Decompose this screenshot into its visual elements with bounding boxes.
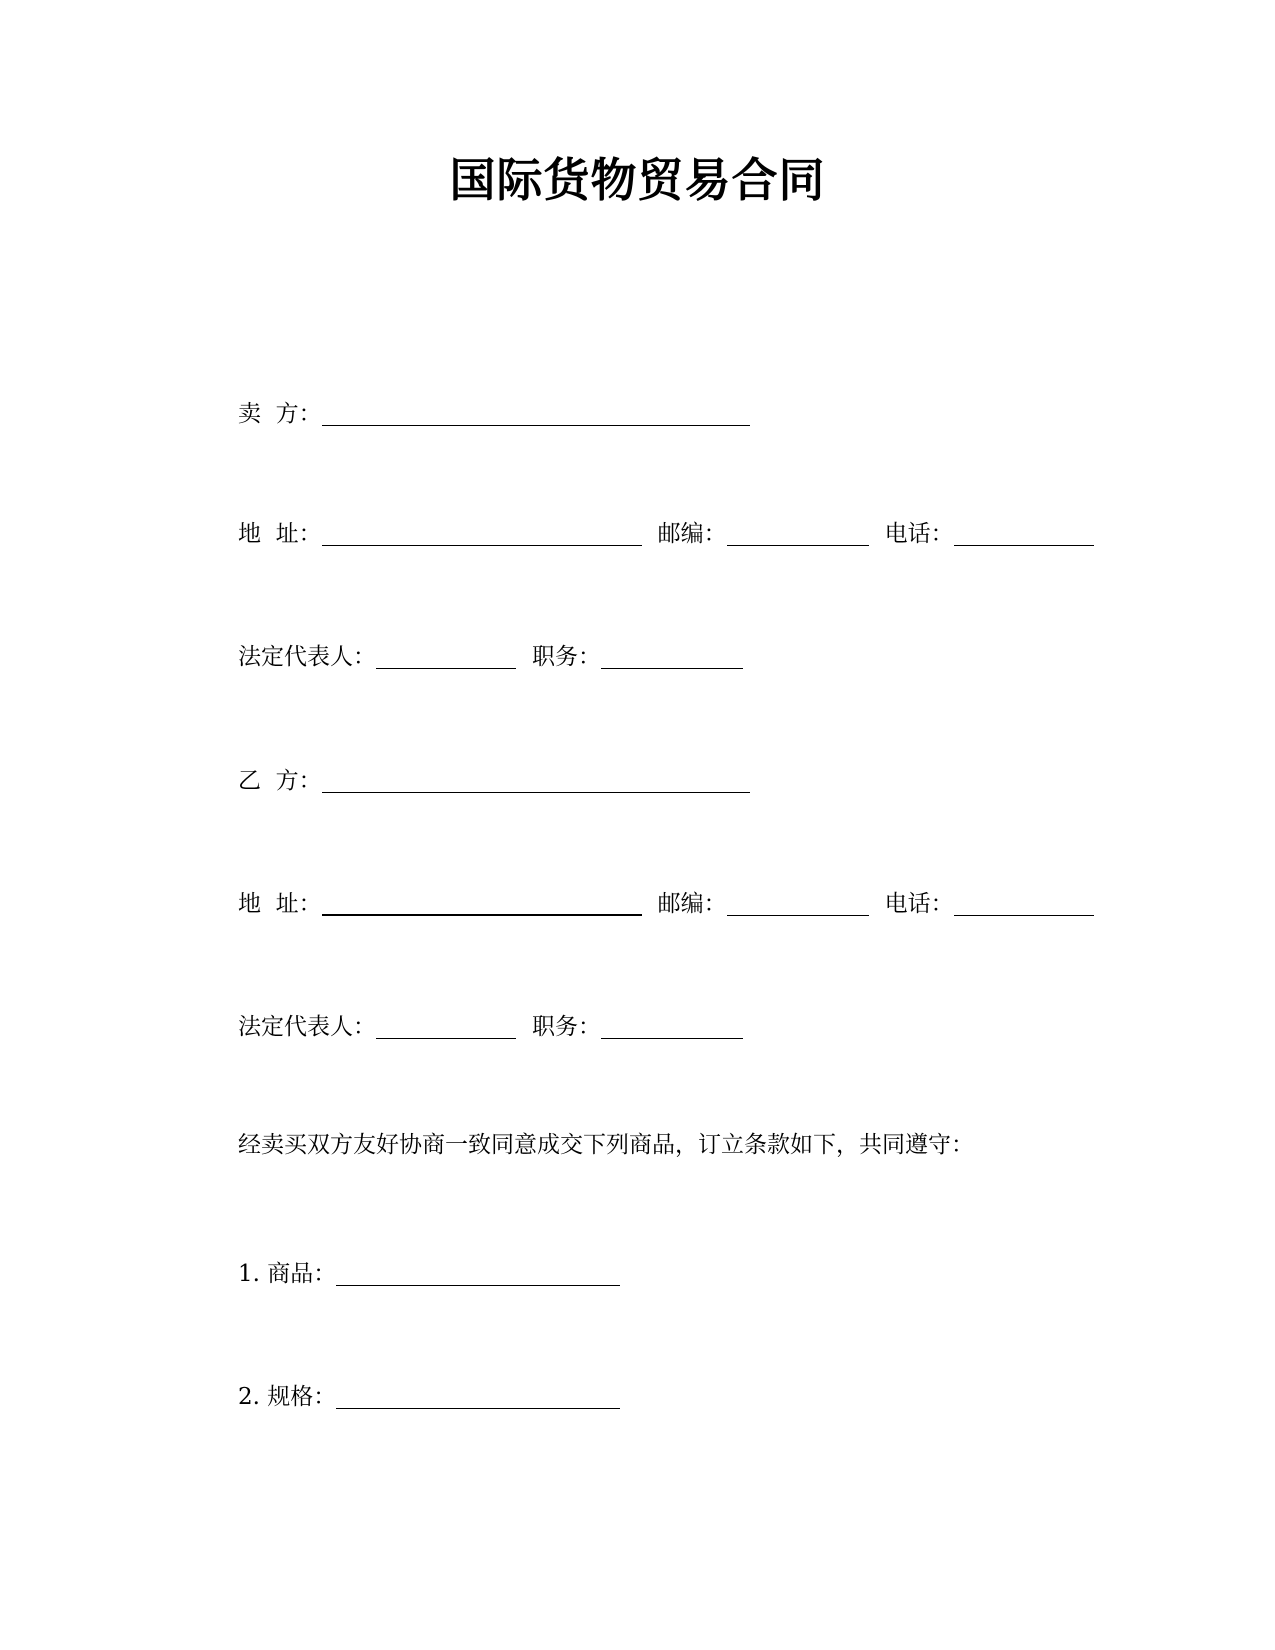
seller-legal-rep-label: 法定代表人： bbox=[238, 644, 376, 670]
seller-label: 卖 方： bbox=[238, 401, 322, 427]
buyer-address-field[interactable] bbox=[322, 888, 642, 916]
seller-legal-rep-row bbox=[238, 638, 743, 672]
seller-postcode-field[interactable] bbox=[727, 519, 869, 546]
buyer-position-field[interactable] bbox=[601, 1012, 743, 1039]
buyer-position-label: 职务： bbox=[532, 1014, 601, 1040]
document-title: 国际货物贸易合同 bbox=[449, 153, 826, 207]
seller-address-field[interactable] bbox=[322, 519, 642, 546]
item-spec-label: 2. 规格： bbox=[238, 1384, 337, 1410]
seller-address-label: 地 址： bbox=[238, 521, 322, 547]
buyer-phone-label: 电话： bbox=[884, 891, 954, 917]
item-goods-field[interactable] bbox=[336, 1259, 620, 1286]
buyer-legal-rep-field[interactable] bbox=[376, 1012, 516, 1039]
buyer-postcode-field[interactable] bbox=[727, 889, 869, 916]
item-goods-label: 1. 商品： bbox=[238, 1261, 337, 1287]
seller-address-row bbox=[238, 515, 1094, 549]
seller-field[interactable] bbox=[322, 399, 750, 426]
buyer-legal-rep-row bbox=[238, 1008, 743, 1042]
seller-position-label: 职务： bbox=[532, 644, 601, 670]
seller-position-field[interactable] bbox=[601, 642, 743, 669]
seller-phone-label: 电话： bbox=[884, 521, 954, 547]
item-goods-row bbox=[238, 1255, 620, 1289]
item-spec-row bbox=[238, 1378, 620, 1412]
buyer-address-row bbox=[238, 885, 1094, 919]
seller-phone-field[interactable] bbox=[954, 519, 1094, 546]
seller-row bbox=[238, 395, 750, 429]
buyer-row bbox=[238, 762, 750, 796]
buyer-label: 乙 方： bbox=[238, 768, 322, 794]
seller-legal-rep-field[interactable] bbox=[376, 642, 516, 669]
buyer-field[interactable] bbox=[322, 766, 750, 793]
buyer-postcode-label: 邮编： bbox=[657, 891, 727, 917]
seller-postcode-label: 邮编： bbox=[657, 521, 727, 547]
item-spec-field[interactable] bbox=[336, 1382, 620, 1409]
buyer-address-label: 地 址： bbox=[238, 891, 322, 917]
buyer-legal-rep-label: 法定代表人： bbox=[238, 1014, 376, 1040]
intro-paragraph: 经卖买双方友好协商一致同意成交下列商品，订立条款如下，共同遵守： bbox=[238, 1132, 974, 1158]
buyer-phone-field[interactable] bbox=[954, 889, 1094, 916]
